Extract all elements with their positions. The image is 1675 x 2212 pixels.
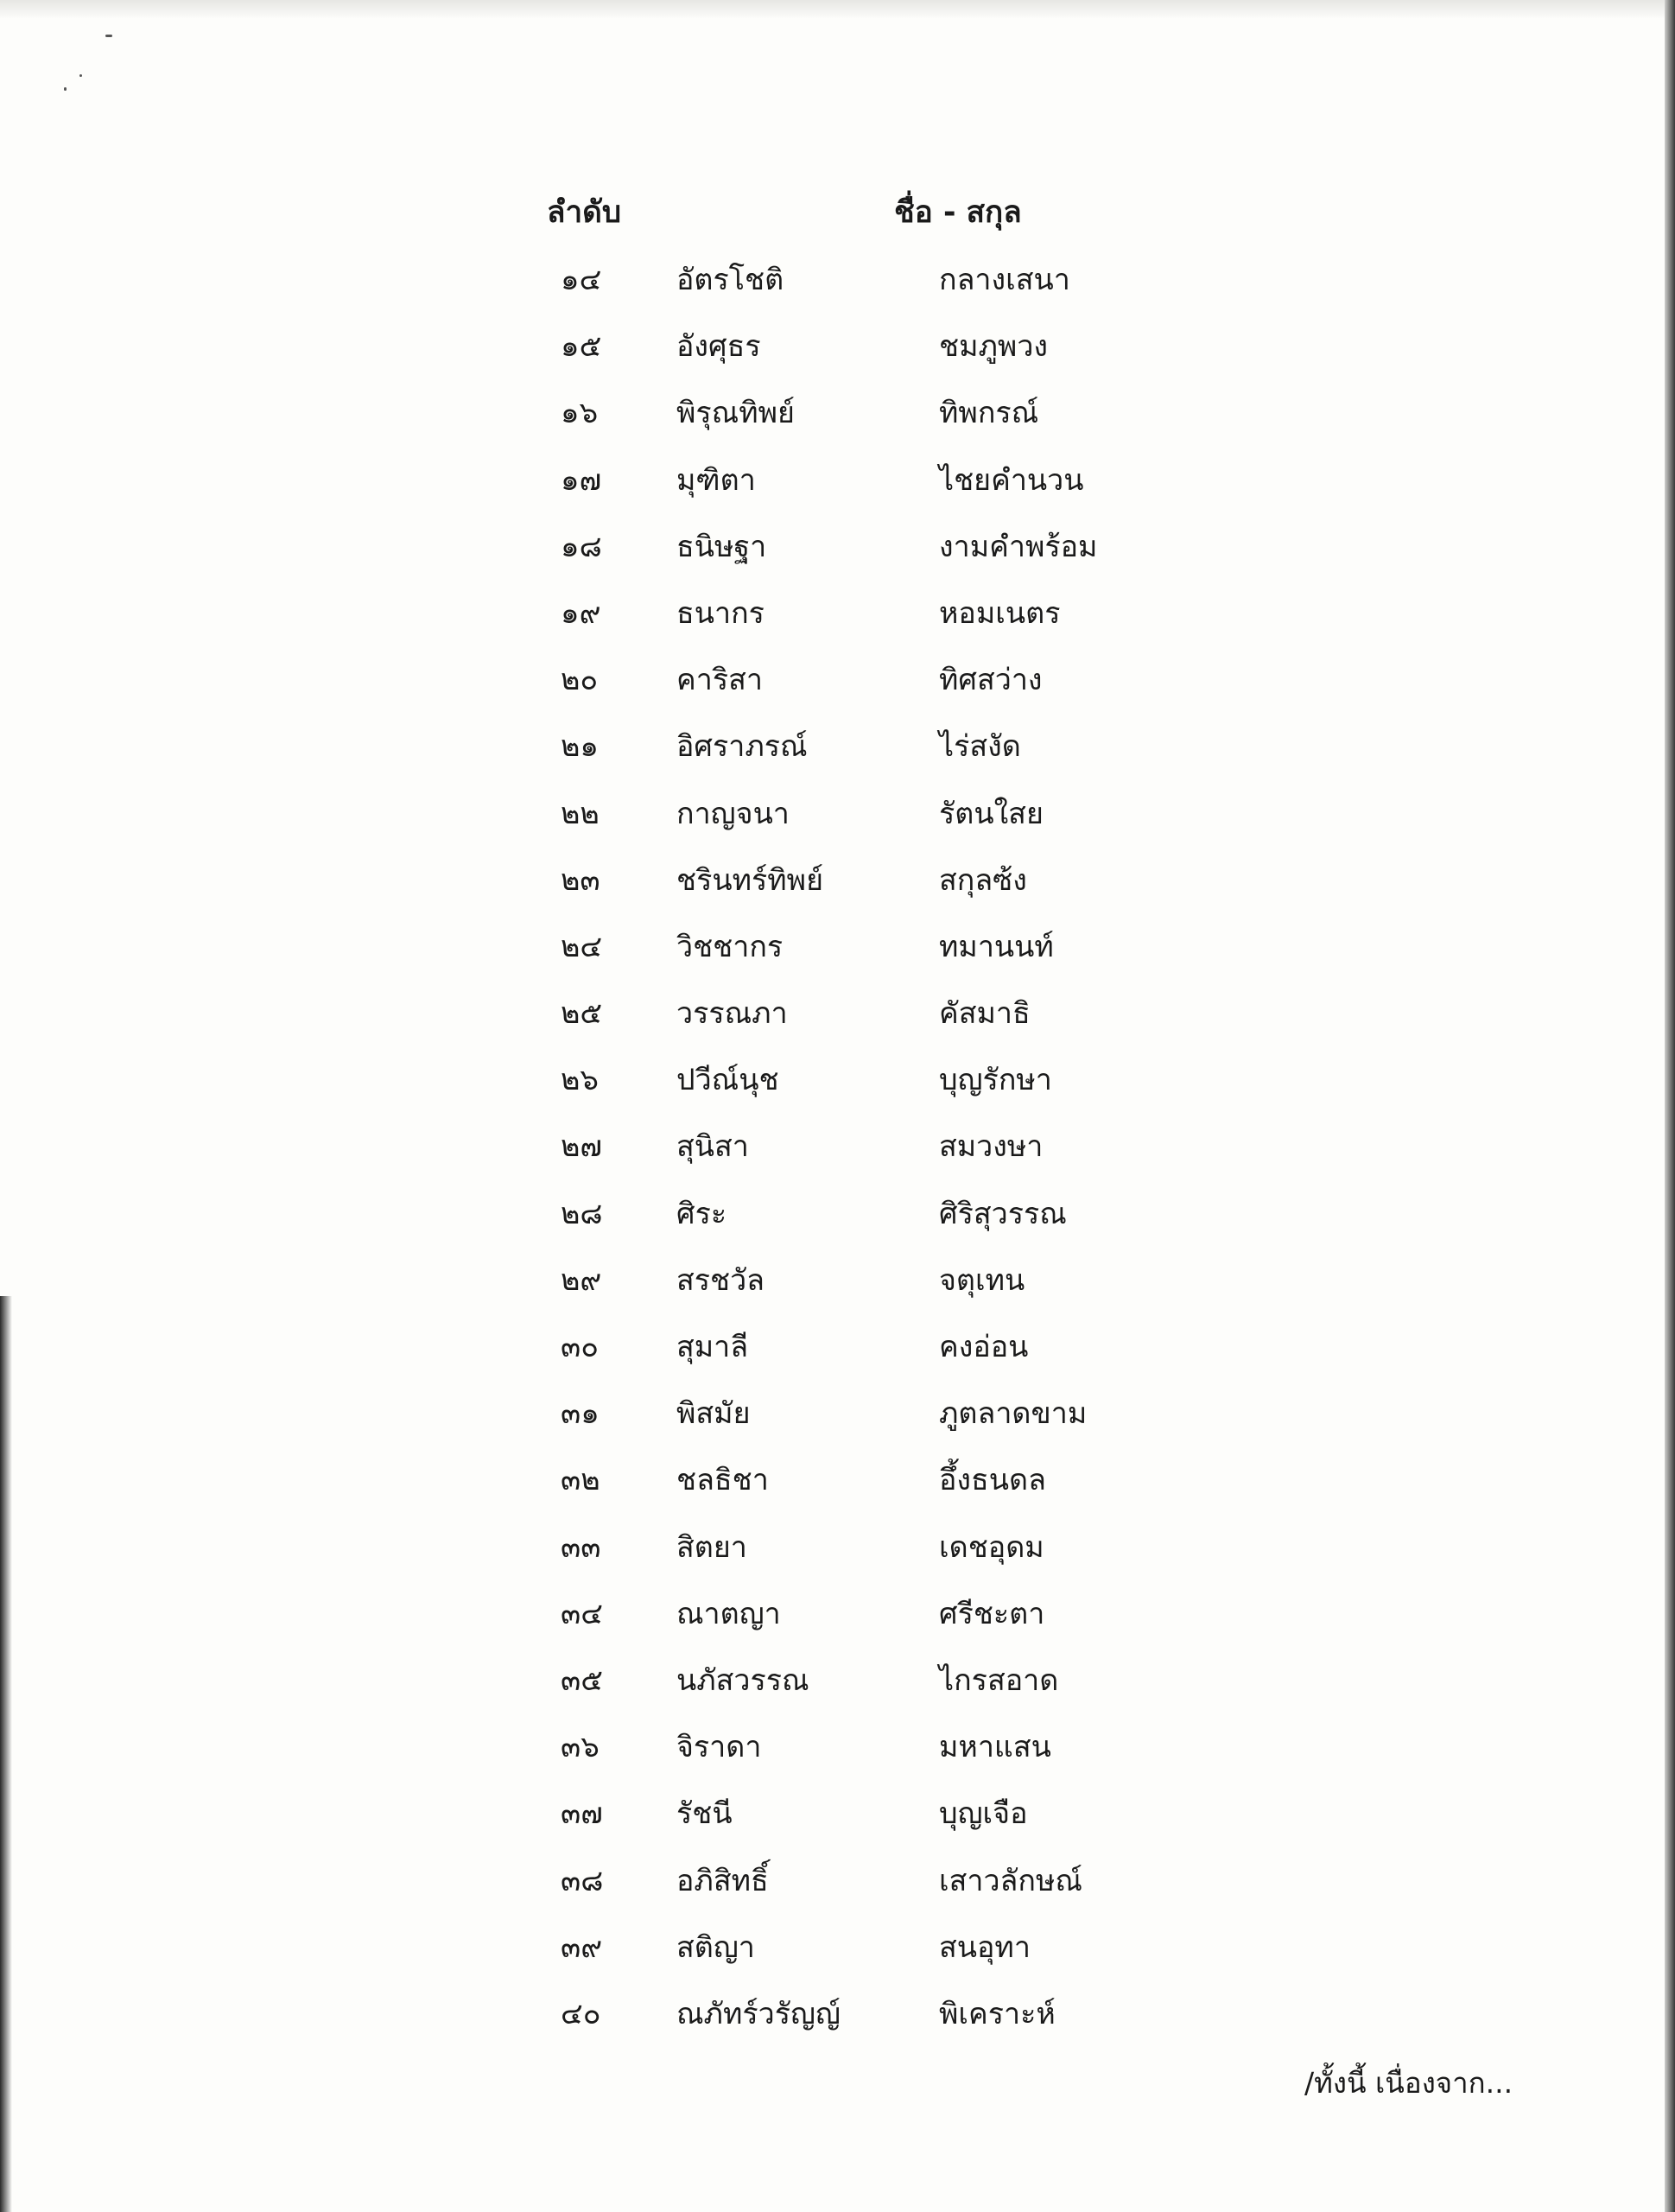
last-name: บุญรักษา <box>939 1063 1052 1098</box>
first-name: ธนิษฐา <box>676 529 767 564</box>
first-name: พิรุณทิพย์ <box>676 396 795 431</box>
list-item <box>0 989 1675 1056</box>
last-name: จตุเทน <box>939 1262 1025 1298</box>
first-name: สรชวัล <box>676 1262 765 1298</box>
name-column-header: ชื่อ - สกุล <box>894 195 1022 230</box>
item-number: ๓๕ <box>561 1662 603 1698</box>
last-name: ศรีชะตา <box>939 1596 1045 1631</box>
last-name: มหาแสน <box>939 1730 1051 1765</box>
item-number: ๓๔ <box>561 1596 603 1631</box>
last-name: บุญเจือ <box>939 1796 1028 1832</box>
scan-speck <box>64 87 67 91</box>
first-name: อภิสิทธิ์ <box>676 1863 769 1898</box>
item-number: ๓๒ <box>561 1463 600 1498</box>
last-name: สกุลซ้ง <box>939 862 1027 898</box>
last-name: สนอุทา <box>939 1929 1031 1965</box>
item-number: ๓๘ <box>561 1863 604 1898</box>
item-number: ๒๕ <box>561 996 603 1032</box>
first-name: รัชนี <box>676 1796 733 1832</box>
first-name: ณาตญา <box>676 1596 781 1631</box>
item-number: ๒๘ <box>561 1196 603 1231</box>
list-item <box>0 1923 1675 1990</box>
list-item <box>0 456 1675 523</box>
list-item <box>0 1389 1675 1456</box>
item-number: ๔๐ <box>561 1996 601 2031</box>
last-name: ไร่สงัด <box>939 729 1021 765</box>
item-number: ๒๗ <box>561 1129 602 1165</box>
list-item <box>0 1323 1675 1389</box>
first-name: กาญจนา <box>676 796 790 831</box>
item-number: ๑๖ <box>561 396 599 431</box>
list-item <box>0 722 1675 789</box>
last-name: ทิศสว่าง <box>939 663 1043 698</box>
last-name: ไชยคำนวน <box>939 462 1084 498</box>
last-name: ทมานนท์ <box>939 929 1054 964</box>
first-name: ธนากร <box>676 595 765 631</box>
order-column-header: ลำดับ <box>547 195 622 230</box>
last-name: คงอ่อน <box>939 1330 1029 1364</box>
list-item <box>0 1789 1675 1856</box>
list-item <box>0 1256 1675 1323</box>
item-number: ๒๑ <box>561 729 599 765</box>
first-name: วิชชากร <box>676 929 784 964</box>
first-name: ชรินทร์ทิพย์ <box>676 862 823 898</box>
list-item <box>0 256 1675 322</box>
first-name: อัตรโชติ <box>676 263 784 297</box>
list-item <box>0 856 1675 923</box>
list-item <box>0 1990 1675 2056</box>
name-list <box>0 256 1675 2056</box>
list-item <box>0 1190 1675 1256</box>
list-item <box>0 1590 1675 1656</box>
item-number: ๒๖ <box>561 1063 599 1098</box>
continuation-note: /ทั้งนี้ เนื่องจาก... <box>1304 2066 1513 2100</box>
list-item <box>0 1857 1675 1923</box>
last-name: งามคำพร้อม <box>939 529 1098 564</box>
item-number: ๑๘ <box>561 529 602 564</box>
last-name: พิเคราะห์ <box>939 1996 1056 2031</box>
item-number: ๓๑ <box>561 1396 600 1432</box>
list-item <box>0 589 1675 656</box>
item-number: ๑๗ <box>561 462 602 498</box>
item-number: ๑๕ <box>561 329 602 365</box>
last-name: สมวงษา <box>939 1129 1044 1165</box>
first-name: คาริสา <box>676 663 763 698</box>
scan-top-edge <box>0 0 1675 19</box>
item-number: ๑๙ <box>561 595 601 631</box>
list-item <box>0 1523 1675 1590</box>
item-number: ๒๐ <box>561 663 599 698</box>
list-item <box>0 1122 1675 1189</box>
list-item <box>0 1656 1675 1723</box>
last-name: ไกรสอาด <box>939 1662 1059 1698</box>
last-name: เสาวลักษณ์ <box>939 1863 1082 1898</box>
first-name: อิศราภรณ์ <box>676 729 808 765</box>
first-name: สิตยา <box>676 1529 747 1565</box>
first-name: ณภัทร์วรัญญ์ <box>676 1996 841 2031</box>
first-name: มุฑิตา <box>676 462 756 498</box>
item-number: ๒๙ <box>561 1262 602 1298</box>
last-name: กลางเสนา <box>939 263 1070 297</box>
list-item <box>0 389 1675 455</box>
last-name: ทิพกรณ์ <box>939 396 1039 431</box>
last-name: รัตนใสย <box>939 796 1044 831</box>
list-item <box>0 523 1675 589</box>
last-name: ศิริสุวรรณ <box>939 1196 1067 1231</box>
first-name: สุมาลี <box>676 1330 749 1364</box>
item-number: ๓๓ <box>561 1529 601 1565</box>
first-name: ศิระ <box>676 1196 727 1231</box>
list-item <box>0 1456 1675 1522</box>
first-name: จิราดา <box>676 1730 762 1765</box>
last-name: ภูตลาดขาม <box>939 1396 1088 1432</box>
scan-speck <box>79 74 82 77</box>
item-number: ๒๓ <box>561 862 600 898</box>
item-number: ๓๗ <box>561 1796 603 1832</box>
last-name: คัสมาธิ <box>939 996 1031 1032</box>
list-item <box>0 656 1675 722</box>
first-name: อังศุธร <box>676 329 761 365</box>
list-item <box>0 790 1675 856</box>
last-name: เดชอุดม <box>939 1529 1044 1565</box>
list-item <box>0 1056 1675 1122</box>
first-name: นภัสวรรณ <box>676 1662 809 1698</box>
first-name: ปวีณ์นุช <box>676 1063 779 1098</box>
scan-speck <box>105 35 112 37</box>
list-item <box>0 322 1675 389</box>
first-name: พิสมัย <box>676 1396 751 1432</box>
item-number: ๓๐ <box>561 1330 599 1364</box>
list-item <box>0 1723 1675 1789</box>
item-number: ๒๒ <box>561 796 600 831</box>
first-name: วรรณภา <box>676 996 788 1032</box>
last-name: อึ้งธนดล <box>939 1463 1046 1498</box>
list-item <box>0 923 1675 989</box>
last-name: หอมเนตร <box>939 595 1061 631</box>
first-name: สติญา <box>676 1929 755 1965</box>
item-number: ๓๖ <box>561 1730 600 1765</box>
first-name: สุนิสา <box>676 1129 749 1165</box>
item-number: ๒๔ <box>561 929 603 964</box>
first-name: ชลธิชา <box>676 1463 769 1498</box>
item-number: ๓๙ <box>561 1929 603 1965</box>
item-number: ๑๔ <box>561 263 602 297</box>
list-header <box>0 188 1675 240</box>
last-name: ชมภูพวง <box>939 329 1049 365</box>
